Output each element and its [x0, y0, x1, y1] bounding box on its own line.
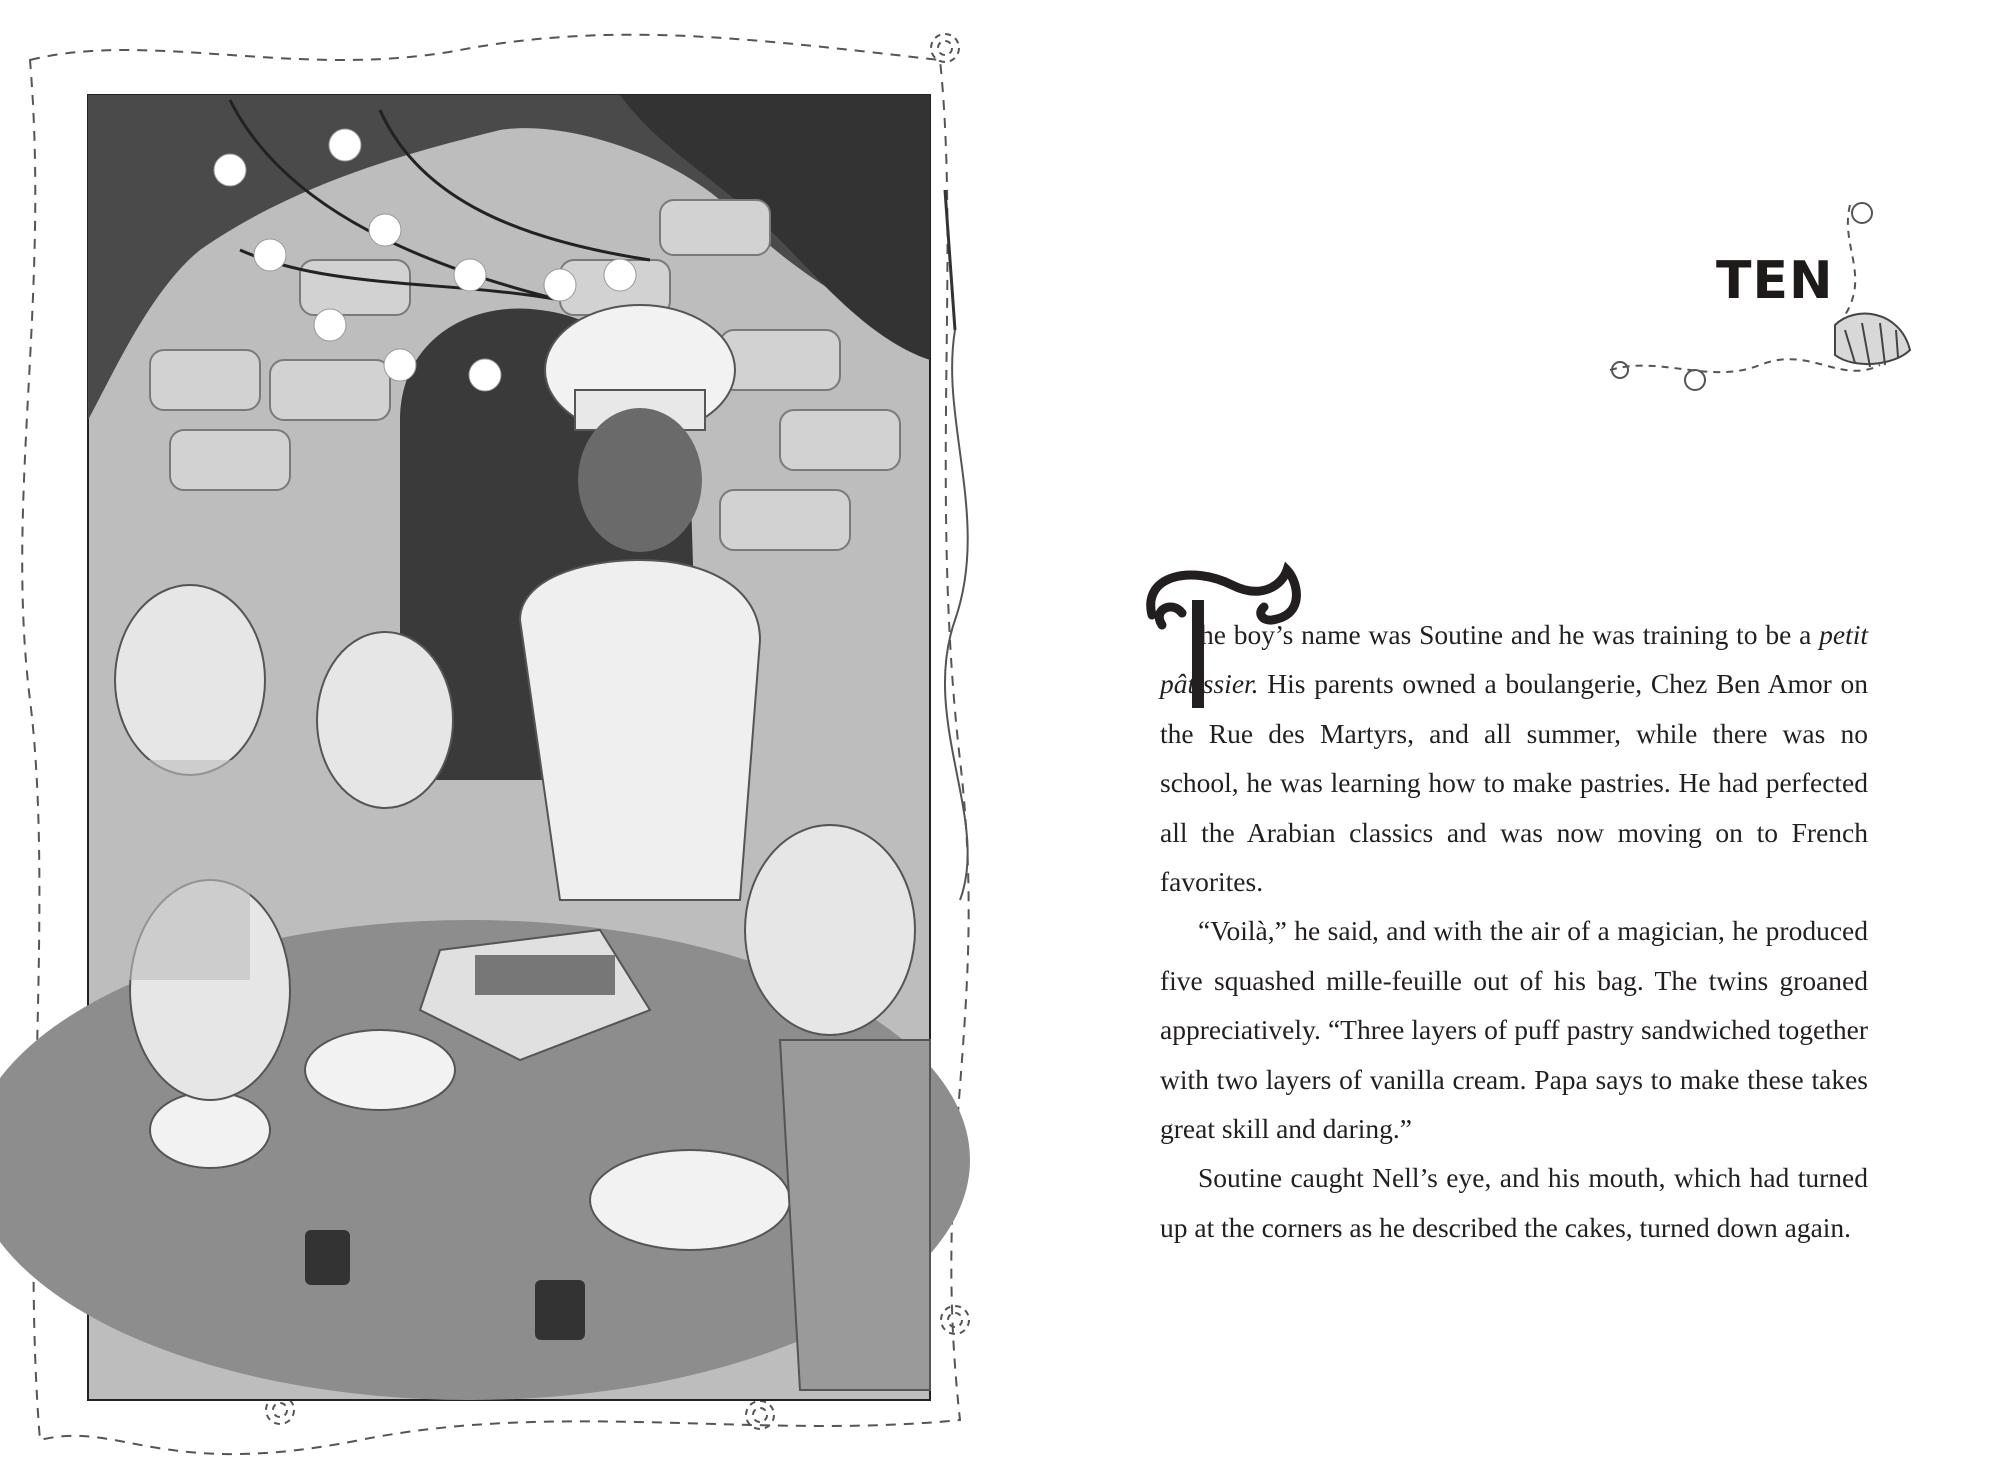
chapter-body [1160, 610, 1868, 1252]
paragraph-1 [1160, 610, 1868, 906]
chapter-heading [1600, 185, 1930, 415]
paragraph-1-lead: he boy’s name was Soutine and he was training to be a [1200, 619, 1820, 650]
paragraph-1-rest: His parents owned a boulangerie, Chez Ben Amor on the Rue des Martyrs, and all summer, while there was no school, he was learning how to make pastries. He had perfected all the Arabian classics and was now moving on to French favorites. [1160, 668, 1868, 898]
chapter-title: TEN [1716, 251, 1834, 311]
paragraph-3: Soutine caught Nell’s eye, and his mouth, which had turned up at the corners as he described the cakes, turned down again. [1160, 1162, 1868, 1243]
paragraph-2: “Voilà,” he said, and with the air of a magician, he produced five squashed mille-feuille out of his bag. The twins groaned appreciatively. “Three layers of puff pastry sandwiched together with two layers of vanilla cream. Papa says to make these takes great skill and daring.” [1160, 915, 1868, 1145]
paragraph-1-italic: petit pâtissier. [1160, 619, 1868, 700]
